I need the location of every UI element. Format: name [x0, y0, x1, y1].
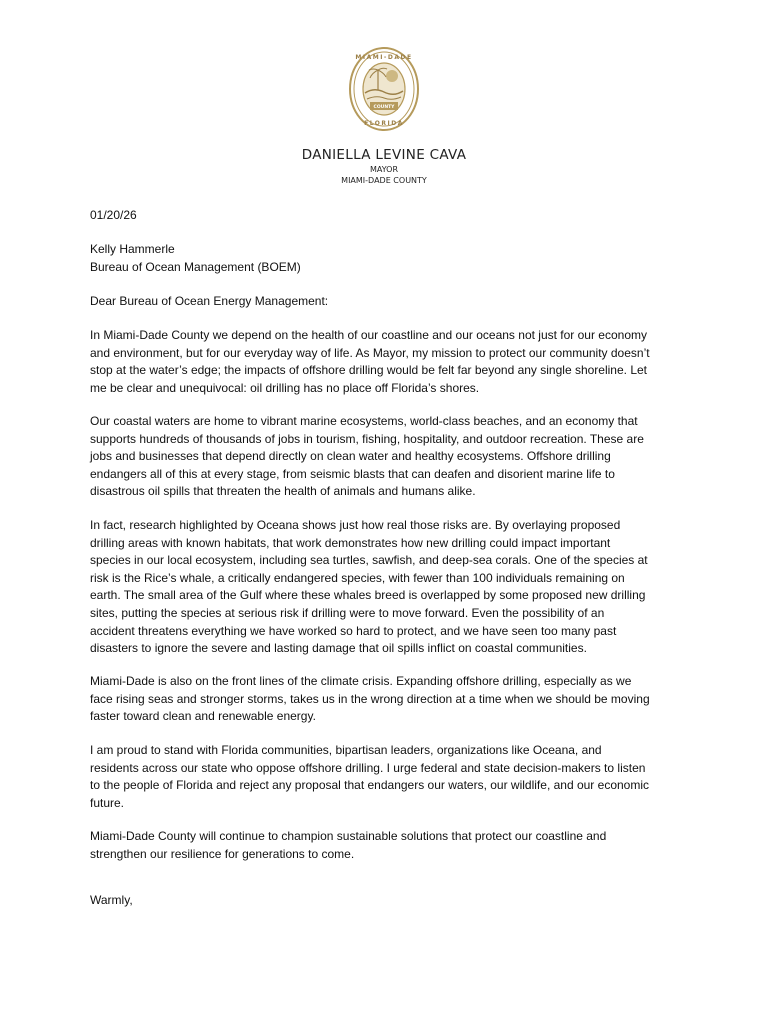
paragraph-line: species in our local ecosystem, including sea turtles, sawfish, and deep-sea corals. One of the species at: [90, 553, 648, 568]
paragraph-line: and environment, but for our everyday way of life. As Mayor, my mission to protect our community doesn’t: [90, 345, 650, 360]
paragraph-line: disasters to ignore the severe and lasting damage that oil spills inflict on coastal communities.: [90, 641, 587, 656]
paragraph-line: supports hundreds of thousands of jobs in tourism, fishing, hospitality, and outdoor recreation. These are: [90, 431, 644, 446]
paragraph-6: [90, 828, 690, 863]
salutation: Dear Bureau of Ocean Energy Management:: [90, 294, 329, 308]
paragraph-line: risk is the Rice’s whale, a critically endangered species, with fewer than 100 individuals remaining on: [90, 570, 625, 585]
paragraph-line: Miami-Dade is also on the front lines of the climate crisis. Expanding offshore drilling, especially as we: [90, 674, 632, 688]
letter-date: 01/20/26: [90, 208, 137, 222]
paragraph-4: [90, 673, 690, 726]
seal-text-bottom: FLORIDA: [364, 120, 404, 127]
recipient-block: [90, 241, 690, 276]
paragraph-line: Our coastal waters are home to vibrant marine ecosystems, world-class beaches, and an economy that: [90, 414, 638, 428]
paragraph-line: endangers all of this at every stage, from seismic blasts that can deafen and disorient marine life to: [90, 466, 615, 481]
letterhead-name: DANIELLA LEVINE CAVA: [301, 147, 467, 163]
seal-text-top: MIAMI-DADE: [355, 54, 413, 61]
paragraph-line: faster toward clean and renewable energy.: [90, 709, 316, 724]
county-seal-icon: [348, 46, 420, 132]
paragraph-line: jobs and businesses that depend directly on clean water and healthy ecosystems. Offshore drilling: [90, 449, 611, 464]
paragraph-line: stop at the water’s edge; the impacts of offshore drilling would be felt far beyond any single shoreline. Let: [90, 363, 648, 378]
recipient-organization: Bureau of Ocean Management (BOEM): [90, 259, 301, 274]
letterhead-title: MAYOR: [369, 165, 399, 174]
paragraph-line: earth. The small area of the Gulf where these whales breed is overlapped by some proposed new drilling: [90, 588, 646, 603]
paragraph-line: sites, putting the species at serious risk if drilling were to move forward. Even the possibility of an: [90, 605, 605, 620]
paragraph-line: disastrous oil spills that threaten the health of animals and humans alike.: [90, 484, 476, 499]
seal-text-center: COUNTY: [373, 105, 395, 110]
letterhead-organization: MIAMI-DADE COUNTY: [341, 176, 427, 185]
paragraph-5: [90, 742, 690, 812]
paragraph-line: strengthen our resilience for generations to come.: [90, 846, 355, 861]
paragraph-line: residents across our state who oppose offshore drilling. I urge federal and state decision-makers to listen: [90, 760, 646, 775]
paragraph-line: In Miami-Dade County we depend on the health of our coastline and our oceans not just for our economy: [90, 328, 647, 342]
closing: Warmly,: [90, 893, 133, 907]
paragraph-line: to the people of Florida and reject any proposal that endangers our waters, our wildlife, and our economic: [90, 778, 649, 793]
paragraph-line: me be clear and unequivocal: oil drilling has no place off Florida’s shores.: [90, 380, 480, 395]
paragraph-3: [90, 517, 690, 658]
paragraph-line: accident threatens everything we have worked so hard to protect, and we have seen too many past: [90, 623, 617, 638]
paragraph-line: face rising seas and stronger storms, takes us in the wrong direction at a time when we should be moving: [90, 691, 650, 706]
paragraph-line: I am proud to stand with Florida communities, bipartisan leaders, organizations like Oceana, and: [90, 743, 602, 757]
paragraph-line: drilling areas with known habitats, that work demonstrates how new drilling could impact important: [90, 535, 611, 550]
recipient-name: Kelly Hammerle: [90, 242, 175, 256]
paragraph-line: future.: [90, 795, 125, 810]
paragraph-line: In fact, research highlighted by Oceana shows just how real those risks are. By overlaying proposed: [90, 518, 621, 532]
paragraph-2: [90, 413, 690, 501]
paragraph-line: Miami-Dade County will continue to champion sustainable solutions that protect our coastline and: [90, 829, 607, 843]
paragraph-1: [90, 327, 690, 397]
